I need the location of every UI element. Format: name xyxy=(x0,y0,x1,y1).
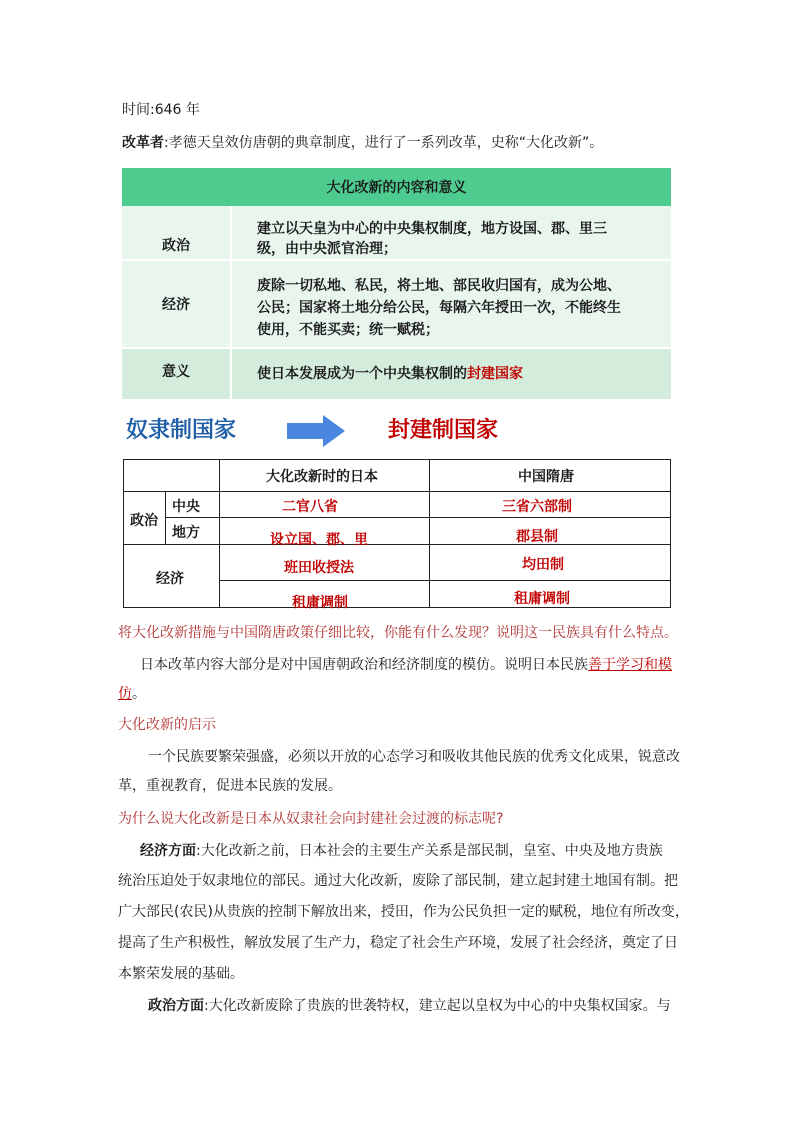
japan-economy-land: 班田收授法 xyxy=(284,560,354,576)
economy-line-2: 统治压迫处于奴隶地位的部民。通过大化改新，废除了部民制，建立起封建土地国有制。把 xyxy=(118,873,678,889)
slave-state-label: 奴隶制国家 xyxy=(126,418,237,443)
column-divider xyxy=(230,349,232,399)
reform-row-label: 意义 xyxy=(162,364,190,380)
economy-line-4: 提高了生产积极性，解放发展了生产力，稳定了社会生产环境，发展了社会经济，奠定了日 xyxy=(118,935,678,951)
question-transition: 为什么说大化改新是日本从奴隶社会向封建社会过渡的标志呢? xyxy=(118,811,504,827)
sub-central: 中央 xyxy=(172,499,200,515)
reform-row-text: 使用，不能买卖；统一赋税； xyxy=(257,322,439,338)
politics-label: 政治方面 xyxy=(148,998,204,1014)
reform-row-politics xyxy=(122,206,671,259)
category-politics: 政治 xyxy=(130,513,158,529)
inspiration-line-1: 一个民族要繁荣强盛，必须以开放的心态学习和吸收其他民族的优秀文化成果，锐意改 xyxy=(148,749,680,765)
header-japan: 大化改新时的日本 xyxy=(266,469,378,485)
comparison-table xyxy=(123,459,671,611)
reform-row-text: 建立以天皇为中心的中央集权制度，地方设国、郡、里三 xyxy=(257,221,607,237)
table-line xyxy=(124,491,670,492)
table-line xyxy=(219,460,220,607)
reform-row-text: 级，由中央派官治理； xyxy=(257,241,397,257)
column-divider xyxy=(230,261,232,347)
table-line xyxy=(219,580,670,581)
reform-table-title: 大化改新的内容和意义 xyxy=(122,168,671,206)
answer-line-1: 日本改革内容大部分是对中国唐朝政治和经济制度的模仿。说明日本民族善于学习和模 xyxy=(140,657,672,673)
china-local: 郡县制 xyxy=(516,529,558,545)
feudal-state-highlight: 封建国家 xyxy=(467,366,523,382)
japan-economy-tax: 租庸调制 xyxy=(292,595,348,611)
reformer-text: :孝德天皇效仿唐朝的典章制度，进行了一系列改革，史称“大化改新”。 xyxy=(164,135,604,151)
feudal-state-label: 封建制国家 xyxy=(388,418,499,443)
reform-content-table xyxy=(122,168,671,399)
answer-highlight: 仿 xyxy=(118,686,132,702)
reform-row-text: 公民；国家将土地分给公民，每隔六年授田一次，不能终生 xyxy=(257,300,621,316)
economy-line-1: 经济方面:大化改新之前，日本社会的主要生产关系是部民制，皇室、中央及地方贵族 xyxy=(140,843,663,859)
arrow-shape xyxy=(287,415,345,447)
reform-row-text: 废除一切私地、私民，将土地、部民收归国有，成为公地、 xyxy=(257,278,621,294)
reformer-line xyxy=(122,133,603,153)
china-economy-tax: 租庸调制 xyxy=(514,591,570,607)
politics-line-1: 政治方面:大化改新废除了贵族的世袭特权，建立起以皇权为中心的中央集权国家。与 xyxy=(148,998,671,1014)
answer-line-2: 仿。 xyxy=(118,686,146,702)
answer-highlight: 善于学习和模 xyxy=(588,657,672,673)
reform-row-text: 使日本发展成为一个中央集权制的封建国家 xyxy=(257,366,523,382)
column-divider xyxy=(230,206,232,259)
inspiration-line-2: 革，重视教育，促进本民族的发展。 xyxy=(118,778,342,794)
table-line xyxy=(165,517,670,518)
reformer-label: 改革者 xyxy=(122,135,164,151)
time-line: 时间:646 年 xyxy=(122,102,200,118)
sub-local: 地方 xyxy=(172,525,200,541)
reform-row-label: 政治 xyxy=(162,237,190,254)
economy-line-3: 广大部民(农民)从贵族的控制下解放出来，授田，作为公民负担一定的赋税，地位有所改变， xyxy=(118,904,689,920)
question-compare: 将大化改新措施与中国隋唐政策仔细比较，你能有什么发现？说明这一民族具有什么特点。 xyxy=(118,625,678,641)
economy-line-5: 本繁荣发展的基础。 xyxy=(118,966,244,982)
table-line xyxy=(429,460,430,607)
reform-row-significance xyxy=(122,349,671,399)
arrow-right-icon xyxy=(287,415,345,447)
economy-label: 经济方面 xyxy=(140,843,196,859)
china-economy-land: 均田制 xyxy=(522,557,564,573)
reform-row-economy xyxy=(122,261,671,347)
reform-row-label: 经济 xyxy=(162,297,190,313)
japan-central: 二官八省 xyxy=(282,499,338,515)
heading-inspiration: 大化改新的启示 xyxy=(118,717,216,733)
category-economy: 经济 xyxy=(156,571,184,587)
header-china: 中国隋唐 xyxy=(518,469,574,485)
china-central: 三省六部制 xyxy=(502,499,572,515)
table-line xyxy=(124,544,670,545)
japan-local: 设立国、郡、里 xyxy=(270,532,368,548)
